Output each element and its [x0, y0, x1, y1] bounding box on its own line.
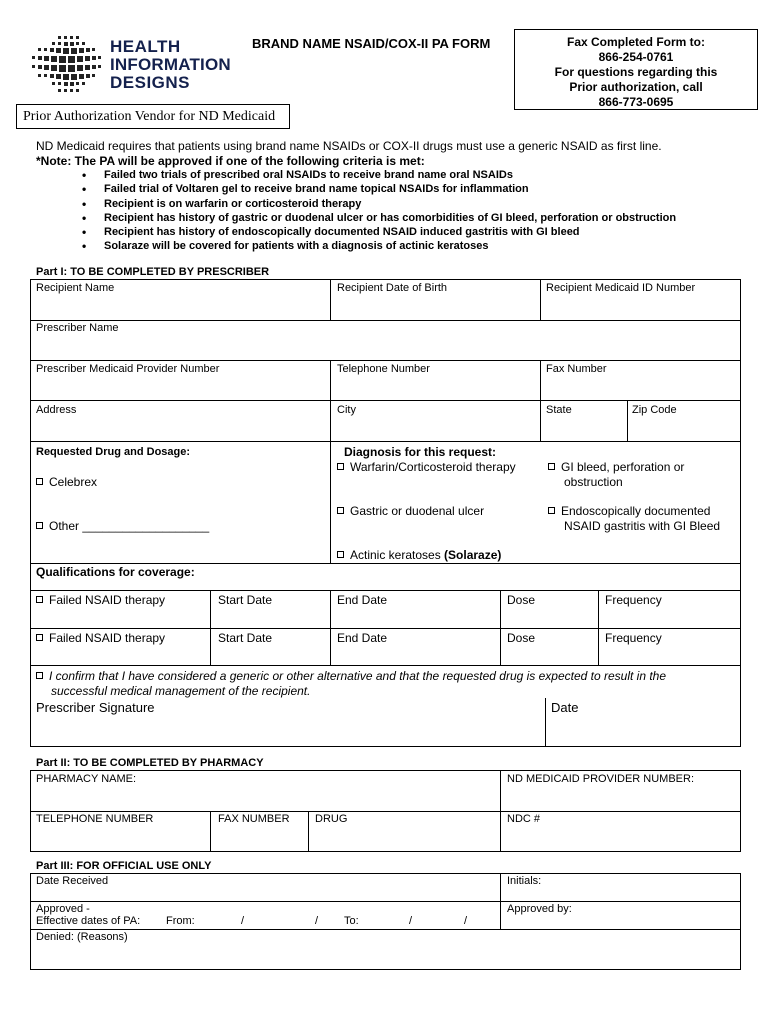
- checkbox-icon[interactable]: [337, 463, 344, 470]
- hid-logo: [30, 34, 245, 98]
- denied-reasons-field[interactable]: Denied: (Reasons): [36, 931, 128, 943]
- form-title: BRAND NAME NSAID/COX-II PA FORM: [252, 36, 491, 51]
- criteria-item: • Recipient has history of endoscopically documented NSAID induced gastritis with GI bleed: [82, 225, 762, 239]
- criteria-item: • Failed two trials of prescribed oral NSAIDs to receive brand name oral NSAIDs: [82, 168, 762, 182]
- vendor-tagline-box: [16, 104, 290, 129]
- prescriber-signature-field[interactable]: Prescriber Signature: [36, 700, 155, 715]
- criteria-list: [82, 168, 762, 254]
- failed-nsaid-option-2[interactable]: Failed NSAID therapy: [36, 631, 165, 645]
- fax-label: Fax Completed Form to:: [566, 35, 705, 49]
- pharmacy-name-field[interactable]: PHARMACY NAME:: [36, 773, 137, 785]
- recipient-name-field[interactable]: Recipient Name: [36, 282, 115, 294]
- prior-auth-label: Prior authorization, call: [569, 80, 703, 94]
- part2-heading: Part II: TO BE COMPLETED BY PHARMACY: [36, 757, 264, 769]
- zip-field[interactable]: Zip Code: [632, 404, 677, 416]
- criteria-item: • Recipient has history of gastric or duodenal ulcer or has comorbidities of GI bleed, perforation or obstruction: [82, 211, 762, 225]
- city-field[interactable]: City: [337, 404, 356, 416]
- telephone-field[interactable]: Telephone Number: [337, 363, 430, 375]
- celebrex-option[interactable]: Celebrex: [36, 475, 97, 489]
- fax-number: 866-254-0761: [598, 50, 674, 64]
- frequency-field[interactable]: Frequency: [605, 631, 662, 645]
- part3-heading: Part III: FOR OFFICIAL USE ONLY: [36, 860, 212, 872]
- pharmacy-fax-field[interactable]: FAX NUMBER: [218, 813, 290, 825]
- signature-date-field[interactable]: Date: [551, 700, 579, 715]
- ndc-field[interactable]: NDC #: [507, 813, 541, 825]
- diagnosis-heading: Diagnosis for this request:: [344, 445, 497, 459]
- frequency-field[interactable]: Frequency: [605, 593, 662, 607]
- initials-field[interactable]: Initials:: [507, 875, 542, 887]
- other-drug-option[interactable]: Other ___________________: [36, 519, 209, 533]
- dx-endoscopic-option[interactable]: Endoscopically documented NSAID gastritis with GI Bleed: [548, 504, 720, 534]
- dx-actinic-option[interactable]: Actinic keratoses (Solaraze): [337, 548, 501, 562]
- criteria-item: • Solaraze will be covered for patients with a diagnosis of actinic keratoses: [82, 239, 762, 253]
- start-date-field[interactable]: Start Date: [218, 593, 273, 607]
- phone-number: 866-773-0695: [598, 95, 674, 109]
- recipient-id-field[interactable]: Recipient Medicaid ID Number: [546, 282, 696, 294]
- dose-field[interactable]: Dose: [507, 631, 536, 645]
- approved-by-field[interactable]: Approved by:: [507, 903, 572, 915]
- from-label: From:: [166, 915, 195, 927]
- dose-field[interactable]: Dose: [507, 593, 536, 607]
- date-slash: /: [409, 915, 413, 927]
- start-date-field[interactable]: Start Date: [218, 631, 273, 645]
- checkbox-icon[interactable]: [337, 551, 344, 558]
- prescriber-provider-number-field[interactable]: Prescriber Medicaid Provider Number: [36, 363, 220, 375]
- dx-warfarin-option[interactable]: Warfarin/Corticosteroid therapy: [337, 460, 516, 474]
- confirm-statement[interactable]: I confirm that I have considered a generic or other alternative and that the requested drug is expected to result in the successful medical management of the recipient.: [36, 669, 736, 699]
- date-slash: /: [315, 915, 319, 927]
- to-label: To:: [344, 915, 359, 927]
- checkbox-icon[interactable]: [36, 596, 43, 603]
- checkbox-icon[interactable]: [36, 522, 43, 529]
- checkbox-icon[interactable]: [36, 672, 43, 679]
- part1-heading: Part I: TO BE COMPLETED BY PRESCRIBER: [36, 266, 270, 278]
- date-received-field[interactable]: Date Received: [36, 875, 109, 887]
- logo-dot-cross-icon: [30, 34, 108, 98]
- pharmacy-telephone-field[interactable]: TELEPHONE NUMBER: [36, 813, 154, 825]
- checkbox-icon[interactable]: [548, 463, 555, 470]
- logo-line-information: INFORMATION: [110, 55, 231, 74]
- end-date-field[interactable]: End Date: [337, 593, 388, 607]
- questions-label: For questions regarding this: [554, 65, 718, 79]
- fax-info-box: [514, 29, 758, 110]
- date-slash: /: [464, 915, 468, 927]
- state-field[interactable]: State: [546, 404, 572, 416]
- intro-text: ND Medicaid requires that patients using brand name NSAIDs or COX-II drugs must use a generic NSAID as first line.: [36, 139, 662, 153]
- checkbox-icon[interactable]: [36, 634, 43, 641]
- logo-line-health: HEALTH: [110, 37, 181, 56]
- qualifications-label: Qualifications for coverage:: [36, 565, 195, 579]
- approved-label: Approved -: [36, 903, 90, 915]
- dx-ulcer-option[interactable]: Gastric or duodenal ulcer: [337, 504, 484, 518]
- failed-nsaid-option-1[interactable]: Failed NSAID therapy: [36, 593, 165, 607]
- pharmacy-provider-number-field[interactable]: ND MEDICAID PROVIDER NUMBER:: [507, 773, 695, 785]
- checkbox-icon[interactable]: [36, 478, 43, 485]
- checkbox-icon[interactable]: [337, 507, 344, 514]
- logo-line-designs: DESIGNS: [110, 73, 191, 92]
- criteria-item: • Recipient is on warfarin or corticosteroid therapy: [82, 197, 762, 211]
- criteria-item: • Failed trial of Voltaren gel to receive brand name topical NSAIDs for inflammation: [82, 182, 762, 196]
- requested-drug-label: Requested Drug and Dosage:: [36, 446, 191, 458]
- note-text: *Note: The PA will be approved if one of the following criteria is met:: [36, 154, 425, 168]
- dx-gi-bleed-option[interactable]: GI bleed, perforation or obstruction: [548, 460, 684, 490]
- date-slash: /: [241, 915, 245, 927]
- vendor-tagline: Prior Authorization Vendor for ND Medicaid: [23, 109, 276, 124]
- recipient-dob-field[interactable]: Recipient Date of Birth: [337, 282, 448, 294]
- pharmacy-drug-field[interactable]: DRUG: [315, 813, 348, 825]
- checkbox-icon[interactable]: [548, 507, 555, 514]
- fax-field[interactable]: Fax Number: [546, 363, 607, 375]
- address-field[interactable]: Address: [36, 404, 77, 416]
- prescriber-name-field[interactable]: Prescriber Name: [36, 322, 119, 334]
- effective-dates-label: Effective dates of PA:: [36, 915, 141, 927]
- end-date-field[interactable]: End Date: [337, 631, 388, 645]
